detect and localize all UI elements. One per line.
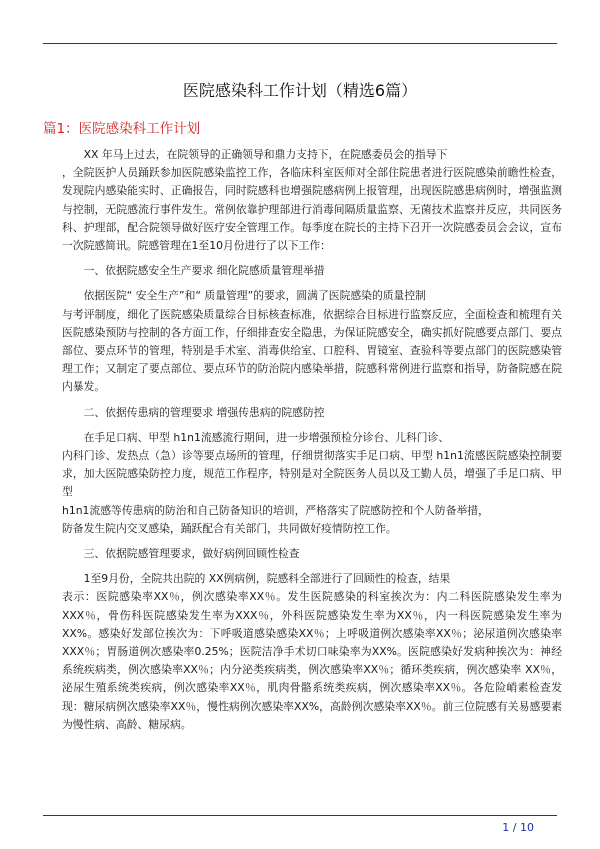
section-heading-2: 二、依据传患病的管理要求 增强传患病的院感防控 xyxy=(83,405,325,419)
footer-rule xyxy=(43,815,557,816)
section-heading-1: 一、依据院感安全生产要求 细化院感质量管理举措 xyxy=(83,264,325,278)
paragraph-quality-line-1: 依据医院“ 安全生产”和“ 质量管理”的要求，圆满了医院感染的质量控制 xyxy=(83,289,426,303)
paragraph-review-line-2: 表示：医院感染率XX％，例次感染率XX％。发生医院感染的科室挨次为：内二科医院感染发生率为XXX％，骨伤科医院感染发生率为XXX％，外科医院感染发生率为XX％，内一科医院感染发生率为XX%。感染好发部位挨次为：下呼吸道感染感染XX％；上呼吸道例次感染率XX％；泌尿道例次感染率XXX％；胃肠道例次感染率0.25%；医院洁净手术切口味染率为XX%。医院感染好发病种挨次为：神经系统疾病类，例次感染率XX％；内分泌类疾病类，例次感染率XX％；循环类疾病，例次感染率 XX％，泌尿生殖系统类疾病，例次感染率XX％，肌肉骨骼系统类疾病，例次感染率XX％。各危险峭素检查发现：糖尿病例次感染率XX％，慢性病例次感染率XX%，高龄例次感染率XX％。前三位院感有关易感要素为慢性病、高龄、糖尿病。 xyxy=(62,590,562,731)
paragraph-epidemic-line-3: h1n1流感等传患病的防治和自己防备知识的培训，严格落实了院感防控和个人防备举措， xyxy=(62,503,489,517)
paragraph-intro-line-2: ，全院医护人员踊跃参加医院感染监控工作，各临床科室医师对全部住院患者进行医院感染前瞻性检查，发现院内感染能实时、正确报告，同时院感科也增强院感病例上报管理，出现医院感患病例时，增强监测与控制，无院感流行事件发生。常例依靠护理部进行消毒间隔质量监察、无菌技术监察并反应，共同医务科、护理部，配合院领导做好医疗安全管理工作。每季度在院长的主持下召开一次院感委员会会议，宣布一次院感简讯。院感管理在1至10月份进行了以下工作： xyxy=(62,166,562,253)
paragraph-epidemic-line-2: 内科门诊、发热点（急）诊等要点场所的管理，仔细贯彻落实手足口病、甲型 h1n1流感医院感染控制要求，加大医院感染防控力度，规范工作程序，特别是对全院医务人员以及工勤人员，增强了手足口病、甲型 xyxy=(62,449,562,499)
page-number: 1 / 10 xyxy=(502,821,534,834)
paragraph-review-line-1: 1至9月份，全院共出院的 XX例病例，院感科全部进行了回顾性的检查，结果 xyxy=(83,572,451,586)
header-rule xyxy=(43,43,557,44)
paragraph-epidemic-line-1: 在手足口病、甲型 h1n1流感流行期间，进一步增强预检分诊台、儿科门诊、 xyxy=(83,430,450,444)
section-subtitle: 篇1：医院感染科工作计划 xyxy=(43,121,201,137)
section-heading-3: 三、依据院感管理要求，做好病例回顾性检查 xyxy=(83,547,300,561)
paragraph-epidemic-line-4: 防备发生院内交叉感染，踊跃配合有关部门，共同做好疫情防控工作。 xyxy=(62,521,397,535)
document-title: 医院感染科工作计划（精选6篇） xyxy=(182,81,418,100)
document-body xyxy=(62,146,562,734)
paragraph-quality-line-2: 与考评制度，细化了医院感染质量综合目标核查标准，依据综合目标进行监察反应，全面检查和梳理有关医院感染预防与控制的各方面工作，仔细排查安全隐患，为保证院感安全，确实抓好院感要点部门、要点部位、要点环节的管理，特别是手术室、消毒供给室、口腔科、胃镜室、查验科等要点部门的医院感染管理工作；又制定了要点部位、要点环节的防治院内感染举措，院感科常例进行监察和指导，防备院感在院内暴发。 xyxy=(62,307,562,394)
paragraph-intro-line-1: XX 年马上过去，在院领导的正确领导和鼎力支持下，在院感委员会的指导下 xyxy=(83,148,448,161)
